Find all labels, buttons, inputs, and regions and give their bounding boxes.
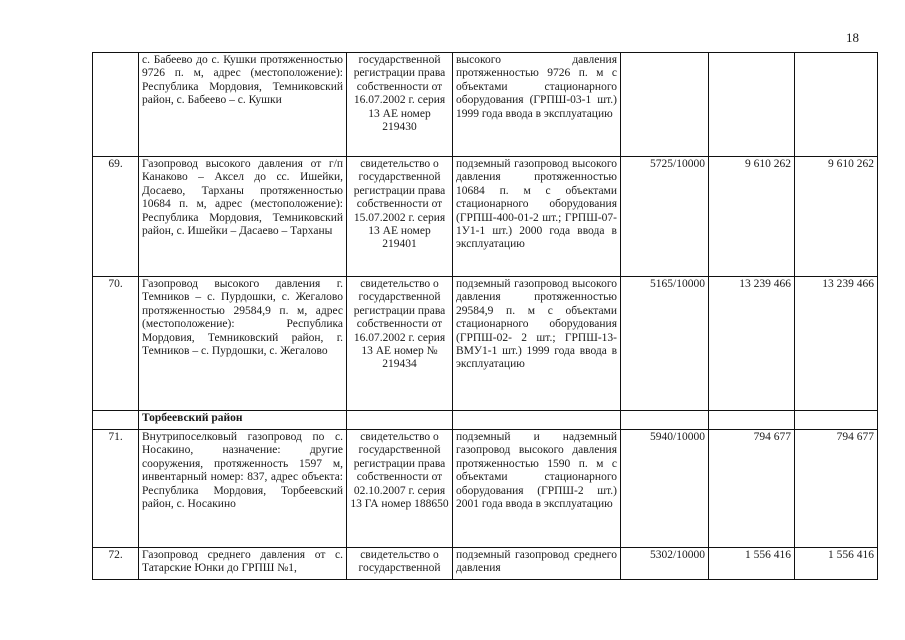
object-characteristics: подземный газопровод среднего давления [453, 548, 621, 580]
row-number [93, 53, 139, 157]
balance-value: 1 556 416 [709, 548, 795, 580]
balance-value: 13 239 466 [709, 277, 795, 411]
empty-cell [453, 411, 621, 430]
table-row [93, 277, 878, 411]
registration-document: свидетельство о государственной регистрации права собственности от 02.10.2007 г. серия 13 ГА номер 188650 [347, 430, 453, 548]
empty-cell [621, 411, 709, 430]
object-characteristics: высокого давления протяженностью 9726 п. м с объектами стационарного оборудования (ГРПШ-03-1 шт.) 1999 года ввода в эксплуатацию [453, 53, 621, 157]
district-row [93, 411, 878, 430]
registration-document: свидетельство о государственной регистрации права собственности от 16.07.2002 г. серия 13 АЕ номер № 219434 [347, 277, 453, 411]
object-characteristics: подземный газопровод высокого давления протяженностью 29584,9 п. м с объектами стационарного оборудования (ГРПШ-02- 2 шт.; ГРПШ-13-ВМУ1-1 шт.) 1999 года ввода в эксплуатацию [453, 277, 621, 411]
residual-value [795, 53, 878, 157]
row-number: 72. [93, 548, 139, 580]
residual-value: 1 556 416 [795, 548, 878, 580]
balance-value [709, 53, 795, 157]
row-number: 69. [93, 157, 139, 277]
registration-document: государственной регистрации права собственности от 16.07.2002 г. серия 13 АЕ номер 219430 [347, 53, 453, 157]
empty-cell [347, 411, 453, 430]
object-name: Внутрипоселковый газопровод по с. Носакино, назначение: другие сооружения, протяженность 1597 м, инвентарный номер: 837, адрес объекта: Республика Мордовия, Торбеевский район, с. Носакино [139, 430, 347, 548]
empty-cell [795, 411, 878, 430]
object-name: с. Бабеево до с. Кушки протяженностью 9726 п. м, адрес (местоположение): Республика Мордовия, Темниковский район, с. Бабеево – с. Кушки [139, 53, 347, 157]
object-name: Газопровод высокого давления от г/п Канаково – Аксел до сс. Ишейки, Досаево, Тарханы протяженностью 10684 п. м, адрес (местоположение): Республика Мордовия, Темниковский район, с. Ишейки – Дасаево – Тарханы [139, 157, 347, 277]
table-row [93, 430, 878, 548]
ownership-share: 5302/10000 [621, 548, 709, 580]
residual-value: 794 677 [795, 430, 878, 548]
empty-cell [709, 411, 795, 430]
ownership-share: 5725/10000 [621, 157, 709, 277]
object-characteristics: подземный и надземный газопровод высокого давления протяженностью 1590 п. м с объектами стационарного оборудования (ГРПШ-2 шт.) 2001 года ввода в эксплуатацию [453, 430, 621, 548]
district-number-cell [93, 411, 139, 430]
registration-document: свидетельство о государственной [347, 548, 453, 580]
table-row [93, 157, 878, 277]
balance-value: 794 677 [709, 430, 795, 548]
ownership-share: 5165/10000 [621, 277, 709, 411]
district-label: Торбеевский район [139, 411, 347, 430]
ownership-share [621, 53, 709, 157]
registration-document: свидетельство о государственной регистрации права собственности от 15.07.2002 г. серия 13 АЕ номер 219401 [347, 157, 453, 277]
object-name: Газопровод среднего давления от с. Татарские Юнки до ГРПШ №1, [139, 548, 347, 580]
page-number: 18 [846, 30, 859, 45]
row-number: 70. [93, 277, 139, 411]
ownership-share: 5940/10000 [621, 430, 709, 548]
object-characteristics: подземный газопровод высокого давления протяженностью 10684 п. м с объектами стационарного оборудования (ГРПШ-400-01-2 шт.; ГРПШ-07-1У1-1 шт.) 2000 года ввода в эксплуатацию [453, 157, 621, 277]
residual-value: 9 610 262 [795, 157, 878, 277]
residual-value: 13 239 466 [795, 277, 878, 411]
table-row [93, 53, 878, 157]
object-name: Газопровод высокого давления г. Темников – с. Пурдошки, с. Жегалово протяженностью 29584,9 п. м, адрес (местоположение): Республика Мордовия, Темниковский район, г. Темников – с. Пурдошки, с. Жегалово [139, 277, 347, 411]
balance-value: 9 610 262 [709, 157, 795, 277]
row-number: 71. [93, 430, 139, 548]
table-row [93, 548, 878, 580]
property-registry-table [92, 52, 878, 580]
